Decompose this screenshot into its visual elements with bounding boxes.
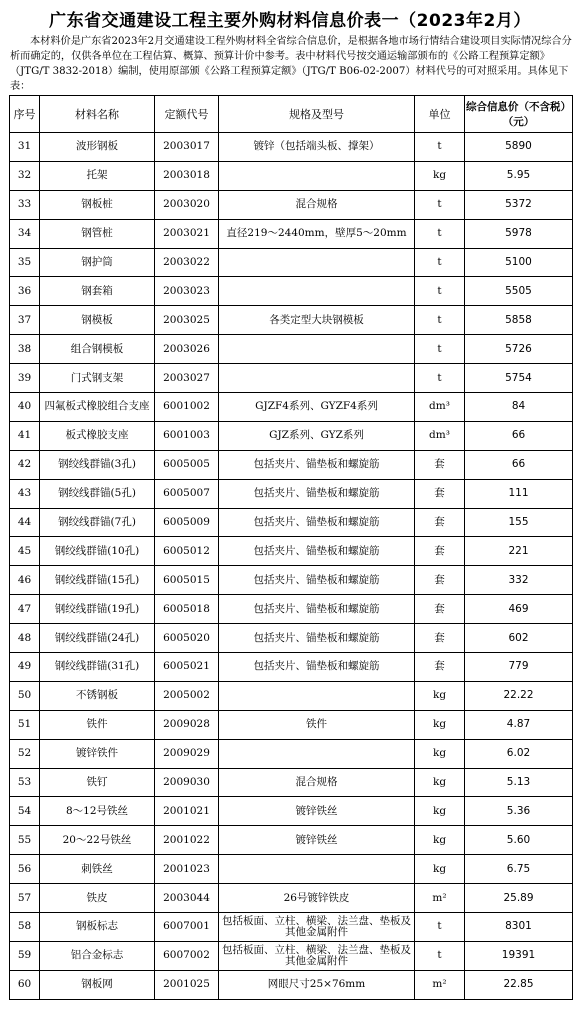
row-index-cell: 32	[10, 161, 40, 190]
spec-cell: 包括夹片、锚垫板和螺旋筋	[219, 624, 415, 653]
price-cell: 5.95	[465, 161, 573, 190]
table-row	[10, 653, 573, 682]
spec-cell: 26号镀锌铁皮	[219, 884, 415, 913]
row-index-cell: 38	[10, 335, 40, 364]
material-name-cell: 波形钢板	[40, 133, 155, 162]
spec-cell: 直径219～2440mm，壁厚5～20mm	[219, 219, 415, 248]
material-name-cell: 钢板标志	[40, 913, 155, 942]
spec-cell: 混合规格	[219, 768, 415, 797]
code-cell: 6005007	[155, 479, 219, 508]
unit-cell: kg	[415, 161, 465, 190]
material-name-cell: 钢板网	[40, 970, 155, 999]
spec-cell: 包括板面、立柱、横梁、法兰盘、垫板及其他金属附件	[219, 941, 415, 970]
spec-cell	[219, 739, 415, 768]
unit-cell: kg	[415, 739, 465, 768]
table-row	[10, 797, 573, 826]
material-name-cell: 组合钢模板	[40, 335, 155, 364]
code-cell: 2003022	[155, 248, 219, 277]
spec-cell: 网眼尺寸25×76mm	[219, 970, 415, 999]
unit-cell: t	[415, 133, 465, 162]
table-row	[10, 855, 573, 884]
spec-cell: 包括板面、立柱、横梁、法兰盘、垫板及其他金属附件	[219, 913, 415, 942]
spec-cell	[219, 681, 415, 710]
material-name-cell: 钢绞线群锚(5孔)	[40, 479, 155, 508]
unit-cell: t	[415, 306, 465, 335]
code-cell: 6005009	[155, 508, 219, 537]
code-cell: 2009030	[155, 768, 219, 797]
code-cell: 6005021	[155, 653, 219, 682]
unit-cell: m²	[415, 970, 465, 999]
row-index-cell: 42	[10, 450, 40, 479]
price-cell: 6.75	[465, 855, 573, 884]
code-cell: 2003020	[155, 190, 219, 219]
price-cell: 25.89	[465, 884, 573, 913]
spec-cell: 镀锌铁丝	[219, 826, 415, 855]
price-cell: 5726	[465, 335, 573, 364]
row-index-cell: 53	[10, 768, 40, 797]
header-material-name: 材料名称	[40, 96, 155, 133]
material-name-cell: 8～12号铁丝	[40, 797, 155, 826]
row-index-cell: 55	[10, 826, 40, 855]
price-cell: 5754	[465, 364, 573, 393]
table-row	[10, 248, 573, 277]
spec-cell	[219, 364, 415, 393]
spec-cell: 各类定型大块钢模板	[219, 306, 415, 335]
table-row	[10, 479, 573, 508]
code-cell: 2009028	[155, 710, 219, 739]
code-cell: 6001003	[155, 421, 219, 450]
price-cell: 5.36	[465, 797, 573, 826]
row-index-cell: 57	[10, 884, 40, 913]
row-index-cell: 54	[10, 797, 40, 826]
price-cell: 602	[465, 624, 573, 653]
code-cell: 2001025	[155, 970, 219, 999]
table-row	[10, 884, 573, 913]
code-cell: 2003017	[155, 133, 219, 162]
material-name-cell: 钢绞线群锚(10孔)	[40, 537, 155, 566]
header-index: 序号	[10, 96, 40, 133]
unit-cell: kg	[415, 768, 465, 797]
table-header-row	[10, 96, 573, 133]
table-row	[10, 913, 573, 942]
unit-cell: 套	[415, 624, 465, 653]
price-cell: 332	[465, 566, 573, 595]
row-index-cell: 59	[10, 941, 40, 970]
code-cell: 6005015	[155, 566, 219, 595]
material-name-cell: 镀锌铁件	[40, 739, 155, 768]
spec-cell	[219, 248, 415, 277]
intro-paragraph: 本材料价是广东省2023年2月交通建设工程外购材料全省综合信息价，是根据各地市场行情结合建设项目实际情况综合分析而确定的，仅供各单位在工程估算、概算、预算计价中参考。表中材料代号按交通运输部颁布的《公路工程预算定额》（JTG/T 3832-2018）编制，使用原部颁《公路工程预算定额》（JTG/T B06-02-2007）材料代号的可对照采用。具体见下表：	[10, 36, 572, 92]
table-row	[10, 219, 573, 248]
spec-cell	[219, 855, 415, 884]
table-row	[10, 190, 573, 219]
code-cell: 2003023	[155, 277, 219, 306]
row-index-cell: 49	[10, 653, 40, 682]
row-index-cell: 34	[10, 219, 40, 248]
unit-cell: t	[415, 335, 465, 364]
unit-cell: 套	[415, 566, 465, 595]
spec-cell: 镀锌铁丝	[219, 797, 415, 826]
code-cell: 2009029	[155, 739, 219, 768]
price-cell: 5978	[465, 219, 573, 248]
header-price: 综合信息价（不含税）（元）	[465, 96, 573, 133]
unit-cell: kg	[415, 710, 465, 739]
table-row	[10, 508, 573, 537]
price-cell: 5890	[465, 133, 573, 162]
table-row	[10, 970, 573, 999]
unit-cell: kg	[415, 681, 465, 710]
material-name-cell: 钢护筒	[40, 248, 155, 277]
row-index-cell: 31	[10, 133, 40, 162]
unit-cell: 套	[415, 479, 465, 508]
spec-cell: 包括夹片、锚垫板和螺旋筋	[219, 537, 415, 566]
unit-cell: t	[415, 364, 465, 393]
row-index-cell: 45	[10, 537, 40, 566]
table-body	[10, 133, 573, 1000]
table-row	[10, 566, 573, 595]
code-cell: 2003026	[155, 335, 219, 364]
code-cell: 2005002	[155, 681, 219, 710]
unit-cell: kg	[415, 855, 465, 884]
price-cell: 5100	[465, 248, 573, 277]
material-name-cell: 钢模板	[40, 306, 155, 335]
price-cell: 5505	[465, 277, 573, 306]
row-index-cell: 35	[10, 248, 40, 277]
row-index-cell: 60	[10, 970, 40, 999]
price-table	[9, 95, 573, 1000]
code-cell: 2003021	[155, 219, 219, 248]
material-name-cell: 钢绞线群锚(7孔)	[40, 508, 155, 537]
price-cell: 221	[465, 537, 573, 566]
price-cell: 5858	[465, 306, 573, 335]
spec-cell: 混合规格	[219, 190, 415, 219]
code-cell: 6007002	[155, 941, 219, 970]
code-cell: 2003044	[155, 884, 219, 913]
price-cell: 22.22	[465, 681, 573, 710]
material-name-cell: 铝合金标志	[40, 941, 155, 970]
row-index-cell: 43	[10, 479, 40, 508]
code-cell: 6005012	[155, 537, 219, 566]
price-cell: 8301	[465, 913, 573, 942]
price-cell: 19391	[465, 941, 573, 970]
price-cell: 84	[465, 393, 573, 422]
material-name-cell: 铁皮	[40, 884, 155, 913]
table-row	[10, 739, 573, 768]
unit-cell: m²	[415, 884, 465, 913]
spec-cell: 包括夹片、锚垫板和螺旋筋	[219, 479, 415, 508]
material-name-cell: 钢板桩	[40, 190, 155, 219]
spec-cell: 包括夹片、锚垫板和螺旋筋	[219, 566, 415, 595]
material-name-cell: 钢套箱	[40, 277, 155, 306]
table-row	[10, 710, 573, 739]
material-name-cell: 钢绞线群锚(3孔)	[40, 450, 155, 479]
spec-cell	[219, 335, 415, 364]
unit-cell: t	[415, 219, 465, 248]
material-name-cell: 钢管桩	[40, 219, 155, 248]
code-cell: 6001002	[155, 393, 219, 422]
row-index-cell: 46	[10, 566, 40, 595]
spec-cell: 铁件	[219, 710, 415, 739]
spec-cell: 包括夹片、锚垫板和螺旋筋	[219, 508, 415, 537]
unit-cell: dm³	[415, 393, 465, 422]
material-name-cell: 不锈钢板	[40, 681, 155, 710]
unit-cell: 套	[415, 595, 465, 624]
code-cell: 2003027	[155, 364, 219, 393]
spec-cell	[219, 161, 415, 190]
row-index-cell: 36	[10, 277, 40, 306]
material-name-cell: 托架	[40, 161, 155, 190]
row-index-cell: 52	[10, 739, 40, 768]
code-cell: 2003025	[155, 306, 219, 335]
material-name-cell: 铁钉	[40, 768, 155, 797]
unit-cell: dm³	[415, 421, 465, 450]
unit-cell: kg	[415, 826, 465, 855]
unit-cell: 套	[415, 508, 465, 537]
spec-cell	[219, 277, 415, 306]
table-row	[10, 335, 573, 364]
material-name-cell: 门式钢支架	[40, 364, 155, 393]
price-cell: 5.13	[465, 768, 573, 797]
row-index-cell: 56	[10, 855, 40, 884]
material-name-cell: 钢绞线群锚(19孔)	[40, 595, 155, 624]
spec-cell: GJZ系列、GYZ系列	[219, 421, 415, 450]
table-row	[10, 681, 573, 710]
unit-cell: t	[415, 941, 465, 970]
table-row	[10, 364, 573, 393]
price-cell: 4.87	[465, 710, 573, 739]
spec-cell: 镀锌（包括端头板、撑架）	[219, 133, 415, 162]
unit-cell: t	[415, 277, 465, 306]
row-index-cell: 41	[10, 421, 40, 450]
table-row	[10, 421, 573, 450]
material-name-cell: 钢绞线群锚(31孔)	[40, 653, 155, 682]
table-row	[10, 450, 573, 479]
code-cell: 6005018	[155, 595, 219, 624]
table-row	[10, 624, 573, 653]
code-cell: 2001023	[155, 855, 219, 884]
row-index-cell: 37	[10, 306, 40, 335]
spec-cell: 包括夹片、锚垫板和螺旋筋	[219, 450, 415, 479]
table-row	[10, 826, 573, 855]
price-cell: 22.85	[465, 970, 573, 999]
material-name-cell: 铁件	[40, 710, 155, 739]
row-index-cell: 33	[10, 190, 40, 219]
unit-cell: t	[415, 248, 465, 277]
code-cell: 2001022	[155, 826, 219, 855]
unit-cell: t	[415, 190, 465, 219]
price-cell: 111	[465, 479, 573, 508]
unit-cell: 套	[415, 450, 465, 479]
price-cell: 469	[465, 595, 573, 624]
row-index-cell: 48	[10, 624, 40, 653]
table-row	[10, 277, 573, 306]
unit-cell: 套	[415, 537, 465, 566]
material-name-cell: 钢绞线群锚(15孔)	[40, 566, 155, 595]
price-cell: 66	[465, 421, 573, 450]
material-name-cell: 板式橡胶支座	[40, 421, 155, 450]
code-cell: 2003018	[155, 161, 219, 190]
row-index-cell: 47	[10, 595, 40, 624]
code-cell: 6007001	[155, 913, 219, 942]
unit-cell: 套	[415, 653, 465, 682]
unit-cell: kg	[415, 797, 465, 826]
row-index-cell: 44	[10, 508, 40, 537]
code-cell: 2001021	[155, 797, 219, 826]
page-title: 广东省交通建设工程主要外购材料信息价表一（2023年2月）	[49, 11, 531, 31]
row-index-cell: 50	[10, 681, 40, 710]
spec-cell: 包括夹片、锚垫板和螺旋筋	[219, 595, 415, 624]
header-code: 定额代号	[155, 96, 219, 133]
spec-cell: 包括夹片、锚垫板和螺旋筋	[219, 653, 415, 682]
material-name-cell: 20～22号铁丝	[40, 826, 155, 855]
table-row	[10, 133, 573, 162]
row-index-cell: 39	[10, 364, 40, 393]
row-index-cell: 51	[10, 710, 40, 739]
price-cell: 6.02	[465, 739, 573, 768]
code-cell: 6005005	[155, 450, 219, 479]
table-row	[10, 537, 573, 566]
table-row	[10, 595, 573, 624]
material-name-cell: 四氟板式橡胶组合支座	[40, 393, 155, 422]
table-row	[10, 941, 573, 970]
price-cell: 779	[465, 653, 573, 682]
table-row	[10, 306, 573, 335]
price-cell: 5.60	[465, 826, 573, 855]
header-spec: 规格及型号	[219, 96, 415, 133]
row-index-cell: 58	[10, 913, 40, 942]
price-cell: 155	[465, 508, 573, 537]
code-cell: 6005020	[155, 624, 219, 653]
table-row	[10, 393, 573, 422]
spec-cell: GJZF4系列、GYZF4系列	[219, 393, 415, 422]
unit-cell: t	[415, 913, 465, 942]
table-row	[10, 768, 573, 797]
material-name-cell: 钢绞线群锚(24孔)	[40, 624, 155, 653]
price-cell: 5372	[465, 190, 573, 219]
price-cell: 66	[465, 450, 573, 479]
table-row	[10, 161, 573, 190]
row-index-cell: 40	[10, 393, 40, 422]
material-name-cell: 刺铁丝	[40, 855, 155, 884]
header-unit: 单位	[415, 96, 465, 133]
